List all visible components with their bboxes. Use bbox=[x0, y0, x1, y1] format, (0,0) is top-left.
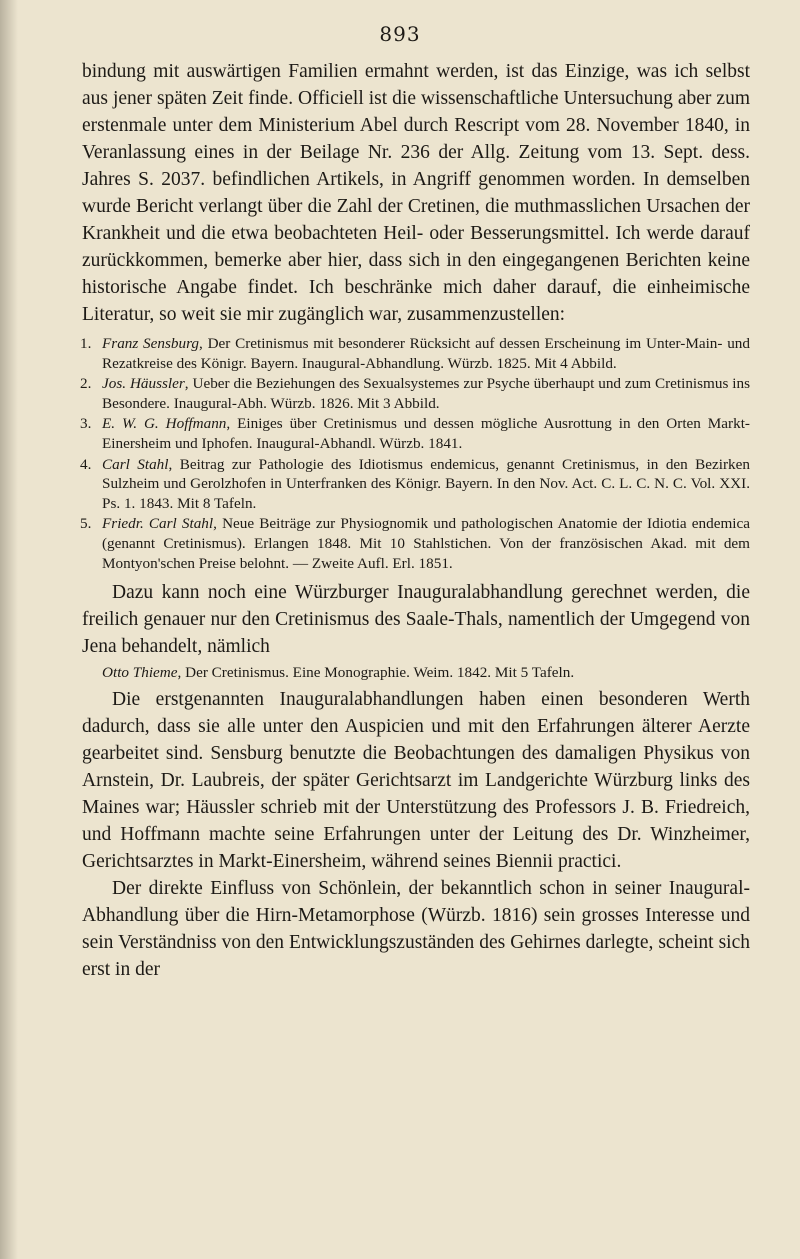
reference-author: Franz Sensburg bbox=[102, 335, 200, 352]
paragraph-2: Dazu kann noch eine Würzburger Inauguralabhandlung gerechnet werden, die freilich genauer nur den Cretinismus des Saale-Thals, namentlich der Umgegend von Jena behandelt, nämlich bbox=[82, 582, 750, 658]
reference-text: , Ueber die Beziehungen des Sexualsystemes zur Psyche überhaupt und zum Cretinismus ins Besondere. Inaugural-Abh. Würzb. 1826. Mit 3 Abbild. bbox=[102, 375, 750, 412]
page-number: 893 bbox=[379, 22, 421, 46]
reference-author: Jos. Häussler bbox=[102, 375, 185, 393]
reference-author: E. W. G. Hoffmann bbox=[102, 415, 227, 433]
reference-number: 4. bbox=[80, 455, 92, 473]
reference-text: , Einiges über Cretinismus und dessen mögliche Ausrottung in den Orten Markt-Einersheim und Iphofen. Inaugural-Abhandl. Würzb. 1841. bbox=[102, 415, 750, 452]
page-edge-shadow bbox=[0, 0, 18, 1259]
reference-number: 2. bbox=[80, 375, 92, 393]
cited-monograph-author: Otto Thieme bbox=[102, 664, 178, 682]
paragraph-1: bindung mit auswärtigen Familien ermahnt werden, ist das Einzige, was ich selbst aus jener späten Zeit finde. Officiell ist die wissenschaftliche Untersuchung aber zum erstenmale unter dem Ministerium Abel durch Rescript vom 28. November 1840, in Veranlassung eines in der Beilage Nr. 236 der Allg. Zeitung vom 13. Sept. dess. Jahres S. 2037. befindlichen Artikels, in Angriff genommen worden. In demselben wurde Bericht verlangt über die Zahl der Cretinen, die muthmasslichen Ursachen der Krankheit und die etwa beobachteten Heil- oder Besserungsmittel. Ich werde darauf zurückkommen, bemerke aber hier, dass sich in den eingegangenen Berichten keine historische Angabe findet. Ich beschränke mich daher darauf, die einheimische Literatur, so weit sie mir zugänglich war, zusammenzustellen: bbox=[82, 61, 750, 325]
paragraph-3: Die erstgenannten Inauguralabhandlungen haben einen besonderen Werth dadurch, dass sie alle unter den Auspicien und mit den Erfahrungen älterer Aerzte gearbeitet sind. Sensburg benutzte die Beobachtungen des damaligen Physikus von Arnstein, Dr. Laubreis, der später Gerichtsarzt im Landgerichte Würzburg links des Maines war; Häussler schrieb mit der Unterstützung des Professors J. B. Friedreich, und Hoffmann machte seine Erfahrungen unter der Leitung des Dr. Winzheimer, Gerichtsarztes in Markt-Einersheim, während seines Biennii practici. bbox=[82, 689, 750, 873]
reference-item bbox=[82, 334, 750, 373]
paragraph-4: Der direkte Einfluss von Schönlein, der bekanntlich schon in seiner Inaugural-Abhandlung über die Hirn-Metamorphose (Würzb. 1816) sein grosses Interesse und sein Verständniss von den Entwicklungszuständen des Gehirnes darlegte, scheint sich erst in der bbox=[82, 878, 750, 981]
text-block bbox=[82, 58, 750, 983]
reference-text: , Der Cretinismus mit besonderer Rücksicht auf dessen Erscheinung im Unter-Main- und Rezatkreise des Königr. Bayern. Inaugural-Abhandlung. Würzb. 1825. Mit 4 Abbild. bbox=[102, 335, 750, 372]
cited-monograph bbox=[82, 662, 750, 684]
reference-item bbox=[82, 414, 750, 453]
reference-number: 3. bbox=[80, 415, 92, 433]
reference-item bbox=[82, 514, 750, 573]
reference-number: 5. bbox=[80, 515, 92, 533]
reference-number: 1. bbox=[80, 335, 92, 352]
reference-author: Carl Stahl bbox=[102, 455, 169, 473]
reference-text: , Beitrag zur Pathologie des Idiotismus endemicus, genannt Cretinismus, in den Bezirken Sulzheim und Gerolzhofen in Unterfranken des Königr. Bayern. In den Nov. Act. C. L. C. N. C. Vol. XXI. Ps. 1. 1843. Mit 8 Tafeln. bbox=[102, 455, 750, 512]
cited-monograph-text: , Der Cretinismus. Eine Monographie. Weim. 1842. Mit 5 Tafeln. bbox=[177, 664, 575, 682]
reference-item bbox=[82, 455, 750, 514]
reference-text: , Neue Beiträge zur Physiognomik und pathologischen Anatomie der Idiotia endemica (genannt Cretinismus). Erlangen 1848. Mit 10 Stahlstichen. Von der französischen Akad. mit dem Montyon'schen Preise belohnt. — Zweite Aufl. Erl. 1851. bbox=[102, 515, 750, 572]
reference-list bbox=[82, 334, 750, 573]
reference-item bbox=[82, 374, 750, 413]
reference-author: Friedr. Carl Stahl bbox=[102, 515, 214, 533]
